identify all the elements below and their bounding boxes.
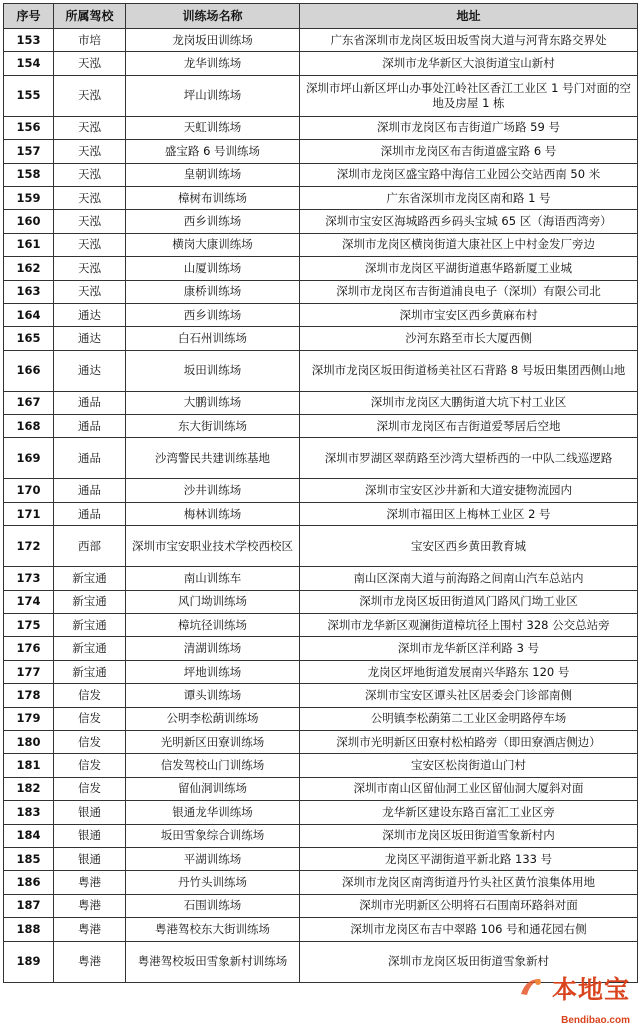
training-ground-table [3,3,638,983]
cell-school: 天泓 [54,52,126,75]
cell-ground-name: 白石州训练场 [126,327,300,350]
cell-address: 深圳市龙岗区平湖街道惠华路新厦工业城 [300,257,638,280]
cell-number: 179 [4,707,54,730]
cell-ground-name: 清湖训练场 [126,637,300,660]
cell-number: 155 [4,75,54,116]
cell-ground-name: 东大街训练场 [126,415,300,438]
cell-address: 深圳市龙华新区观澜街道樟坑径上围村 328 公交总站旁 [300,614,638,637]
cell-address: 深圳市龙岗区坂田街道风门路风门坳工业区 [300,590,638,613]
cell-address: 深圳市龙华新区大浪街道宝山新村 [300,52,638,75]
cell-number: 172 [4,526,54,567]
cell-school: 银通 [54,801,126,824]
cell-school: 信发 [54,754,126,777]
cell-ground-name: 粤港驾校东大街训练场 [126,918,300,941]
cell-number: 158 [4,163,54,186]
cell-ground-name: 粤港驾校坂田雪象新村训练场 [126,941,300,982]
cell-number: 164 [4,303,54,326]
table-row [4,894,638,917]
table-row [4,163,638,186]
cell-school: 新宝通 [54,590,126,613]
cell-ground-name: 盛宝路 6 号训练场 [126,140,300,163]
table-row [4,660,638,683]
cell-school: 银通 [54,847,126,870]
cell-number: 170 [4,479,54,502]
table-body [4,29,638,983]
cell-address: 深圳市龙岗区大鹏街道大坑下村工业区 [300,391,638,414]
cell-address: 深圳市龙岗区南湾街道丹竹头社区黄竹浪集体用地 [300,871,638,894]
cell-number: 166 [4,350,54,391]
cell-school: 西部 [54,526,126,567]
cell-address: 深圳市龙岗区盛宝路中海信工业园公交站西南 50 米 [300,163,638,186]
cell-number: 184 [4,824,54,847]
table-row [4,801,638,824]
cell-number: 169 [4,438,54,479]
cell-school: 天泓 [54,233,126,256]
cell-address: 深圳市光明新区公明将石石围南环路斜对面 [300,894,638,917]
cell-ground-name: 信发驾校山门训练场 [126,754,300,777]
table-row [4,257,638,280]
cell-number: 183 [4,801,54,824]
cell-number: 157 [4,140,54,163]
cell-school: 粤港 [54,871,126,894]
cell-ground-name: 深圳市宝安职业技术学校西校区 [126,526,300,567]
cell-number: 168 [4,415,54,438]
cell-ground-name: 山厦训练场 [126,257,300,280]
watermark-title: 本地宝 [551,975,630,1004]
cell-address: 深圳市宝安区谭头社区居委会门诊部南侧 [300,684,638,707]
cell-school: 天泓 [54,210,126,233]
cell-number: 180 [4,730,54,753]
cell-ground-name: 留仙洞训练场 [126,777,300,800]
table-row [4,871,638,894]
cell-school: 天泓 [54,186,126,209]
cell-school: 通达 [54,327,126,350]
cell-address: 深圳市龙岗区布吉街道广场路 59 号 [300,116,638,139]
cell-school: 通达 [54,303,126,326]
cell-address: 广东省深圳市龙岗区南和路 1 号 [300,186,638,209]
table-row [4,140,638,163]
table-row [4,280,638,303]
cell-number: 175 [4,614,54,637]
cell-ground-name: 康桥训练场 [126,280,300,303]
cell-school: 天泓 [54,116,126,139]
cell-number: 165 [4,327,54,350]
cell-ground-name: 坂田雪象综合训练场 [126,824,300,847]
table-row [4,614,638,637]
cell-address: 龙岗区坪地街道发展南兴华路东 120 号 [300,660,638,683]
table-row [4,754,638,777]
cell-ground-name: 沙井训练场 [126,479,300,502]
cell-school: 通品 [54,415,126,438]
cell-address: 深圳市罗湖区翠荫路至沙湾大望桥西的一中队二线巡逻路 [300,438,638,479]
cell-school: 信发 [54,777,126,800]
cell-number: 162 [4,257,54,280]
cell-school: 银通 [54,824,126,847]
cell-number: 154 [4,52,54,75]
cell-ground-name: 樟树布训练场 [126,186,300,209]
table-row [4,526,638,567]
cell-number: 185 [4,847,54,870]
cell-number: 161 [4,233,54,256]
table-row [4,233,638,256]
cell-address: 深圳市龙岗区布吉街道爱琴居后空地 [300,415,638,438]
cell-ground-name: 银通龙华训练场 [126,801,300,824]
table-row [4,438,638,479]
cell-number: 171 [4,502,54,525]
cell-ground-name: 龙华训练场 [126,52,300,75]
cell-school: 天泓 [54,280,126,303]
cell-address: 宝安区西乡黄田教育城 [300,526,638,567]
cell-number: 186 [4,871,54,894]
cell-ground-name: 大鹏训练场 [126,391,300,414]
cell-ground-name: 沙湾警民共建训练基地 [126,438,300,479]
cell-number: 173 [4,567,54,590]
cell-address: 龙华新区建设东路百富汇工业区旁 [300,801,638,824]
cell-address: 深圳市宝安区西乡黄麻布村 [300,303,638,326]
cell-address: 深圳市龙岗区布吉街道盛宝路 6 号 [300,140,638,163]
table-row [4,415,638,438]
table-row [4,502,638,525]
table-row [4,327,638,350]
table-row [4,918,638,941]
cell-ground-name: 龙岗坂田训练场 [126,29,300,52]
cell-school: 通品 [54,438,126,479]
cell-address: 公明镇李松蓢第二工业区金明路停车场 [300,707,638,730]
cell-address: 沙河东路至市长大厦西侧 [300,327,638,350]
table-row [4,116,638,139]
logo-swoosh-icon [518,974,544,1000]
cell-number: 177 [4,660,54,683]
cell-number: 167 [4,391,54,414]
cell-address: 深圳市宝安区沙井新和大道安捷物流园内 [300,479,638,502]
table-row [4,186,638,209]
cell-school: 天泓 [54,163,126,186]
bendibao-watermark [516,970,634,1028]
table-row [4,75,638,116]
cell-number: 174 [4,590,54,613]
cell-address: 深圳市龙岗区坂田街道雪象新村 [300,941,638,982]
cell-school: 天泓 [54,140,126,163]
cell-number: 181 [4,754,54,777]
cell-number: 156 [4,116,54,139]
cell-number: 163 [4,280,54,303]
cell-school: 天泓 [54,75,126,116]
cell-ground-name: 梅林训练场 [126,502,300,525]
cell-address: 深圳市宝安区海城路西乡码头宝城 65 区（海语西湾旁） [300,210,638,233]
header-ground-name: 训练场名称 [126,4,300,29]
cell-address: 深圳市光明新区田寮村松柏路旁（即田寮酒店侧边） [300,730,638,753]
table-row [4,350,638,391]
cell-number: 160 [4,210,54,233]
cell-ground-name: 天虹训练场 [126,116,300,139]
cell-address: 深圳市龙岗区布吉中翠路 106 号和通花园右侧 [300,918,638,941]
cell-address: 深圳市坪山新区坪山办事处江岭社区香江工业区 1 号门对面的空地及房屋 1 栋 [300,75,638,116]
cell-ground-name: 樟坑径训练场 [126,614,300,637]
cell-school: 新宝通 [54,637,126,660]
cell-number: 188 [4,918,54,941]
cell-ground-name: 平湖训练场 [126,847,300,870]
table-row [4,824,638,847]
cell-ground-name: 坪山训练场 [126,75,300,116]
cell-number: 153 [4,29,54,52]
cell-school: 通品 [54,479,126,502]
cell-school: 粤港 [54,941,126,982]
cell-ground-name: 风门坳训练场 [126,590,300,613]
cell-address: 深圳市龙岗区布吉街道浦良电子（深圳）有限公司北 [300,280,638,303]
cell-address: 宝安区松岗街道山门村 [300,754,638,777]
table-row [4,590,638,613]
cell-school: 粤港 [54,894,126,917]
table-row [4,29,638,52]
cell-number: 182 [4,777,54,800]
header-address: 地址 [300,4,638,29]
cell-address: 深圳市南山区留仙洞工业区留仙洞大厦斜对面 [300,777,638,800]
cell-number: 187 [4,894,54,917]
cell-number: 189 [4,941,54,982]
table-row [4,52,638,75]
cell-school: 信发 [54,730,126,753]
cell-ground-name: 西乡训练场 [126,303,300,326]
table-row [4,777,638,800]
cell-address: 深圳市龙岗区坂田街道雪象新村内 [300,824,638,847]
table-row [4,707,638,730]
cell-number: 159 [4,186,54,209]
cell-ground-name: 谭头训练场 [126,684,300,707]
cell-ground-name: 西乡训练场 [126,210,300,233]
cell-school: 粤港 [54,918,126,941]
table-row [4,479,638,502]
watermark-url: Bendibao.com [561,1015,630,1026]
cell-school: 通达 [54,350,126,391]
cell-ground-name: 南山训练车 [126,567,300,590]
cell-address: 广东省深圳市龙岗区坂田坂雪岗大道与河背东路交界处 [300,29,638,52]
cell-ground-name: 丹竹头训练场 [126,871,300,894]
table-row [4,847,638,870]
cell-school: 天泓 [54,257,126,280]
cell-school: 通品 [54,502,126,525]
cell-address: 深圳市龙岗区坂田街道杨美社区石背路 8 号坂田集团西侧山地 [300,350,638,391]
cell-school: 新宝通 [54,567,126,590]
cell-school: 信发 [54,684,126,707]
cell-address: 深圳市龙华新区洋利路 3 号 [300,637,638,660]
table-row [4,730,638,753]
header-number: 序号 [4,4,54,29]
table-row [4,391,638,414]
header-school: 所属驾校 [54,4,126,29]
cell-ground-name: 公明李松蓢训练场 [126,707,300,730]
cell-ground-name: 石围训练场 [126,894,300,917]
cell-address: 龙岗区平湖街道平新北路 133 号 [300,847,638,870]
cell-ground-name: 坂田训练场 [126,350,300,391]
cell-ground-name: 横岗大康训练场 [126,233,300,256]
cell-number: 178 [4,684,54,707]
cell-address: 南山区深南大道与前海路之间南山汽车总站内 [300,567,638,590]
cell-address: 深圳市福田区上梅林工业区 2 号 [300,502,638,525]
cell-school: 市培 [54,29,126,52]
cell-ground-name: 坪地训练场 [126,660,300,683]
cell-ground-name: 光明新区田寮训练场 [126,730,300,753]
cell-ground-name: 皇朝训练场 [126,163,300,186]
cell-address: 深圳市龙岗区横岗街道大康社区上中村金发厂旁边 [300,233,638,256]
table-row [4,637,638,660]
table-row [4,567,638,590]
table-row [4,303,638,326]
table-row [4,210,638,233]
cell-school: 信发 [54,707,126,730]
cell-school: 通品 [54,391,126,414]
cell-number: 176 [4,637,54,660]
table-row [4,684,638,707]
table-header-row [4,4,638,29]
cell-school: 新宝通 [54,660,126,683]
cell-school: 新宝通 [54,614,126,637]
